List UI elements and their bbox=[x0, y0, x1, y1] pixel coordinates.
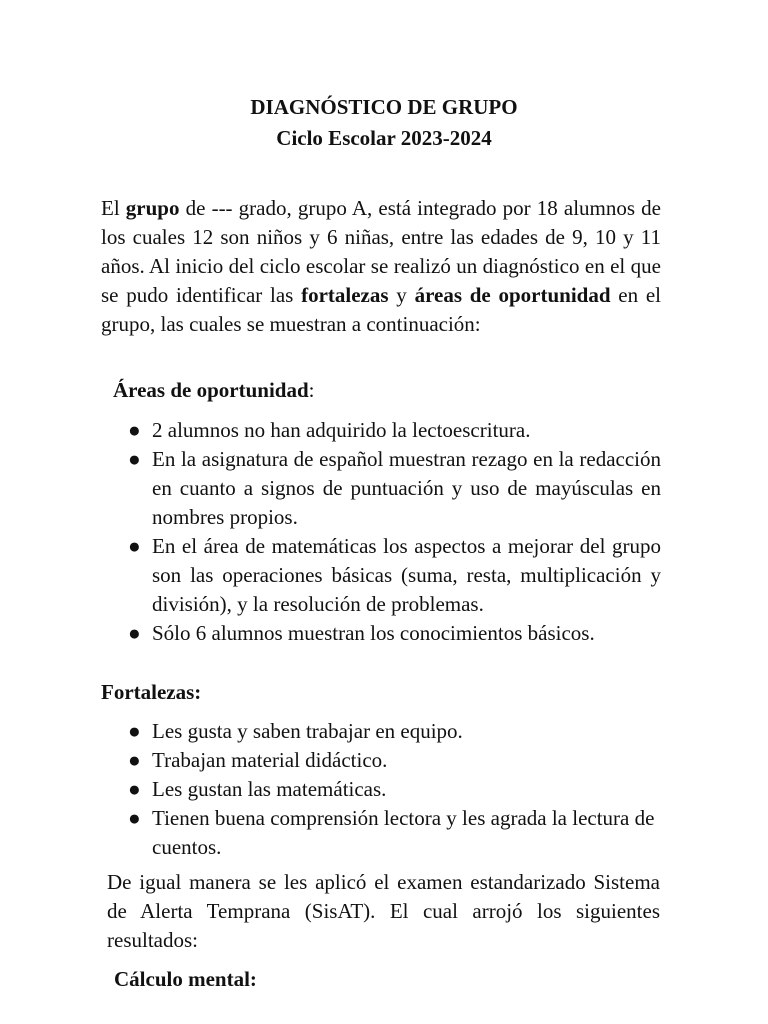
list-item bbox=[0, 717, 666, 746]
calculo-mental-heading: Cálculo mental: bbox=[114, 967, 257, 991]
areas-list bbox=[0, 416, 661, 648]
fortalezas-heading: Fortalezas: bbox=[101, 680, 202, 704]
list-item-text: Trabajan material didáctico. bbox=[152, 748, 388, 772]
bullet-icon: ● bbox=[128, 748, 141, 772]
bullet-icon: ● bbox=[128, 806, 141, 830]
intro-bold-areas: áreas de oportunidad bbox=[414, 283, 611, 307]
list-item-text: Tienen buena comprensión lectora y les agrada la lectura de cuentos. bbox=[152, 806, 655, 859]
bullet-icon: ● bbox=[128, 719, 141, 743]
list-item bbox=[0, 619, 661, 648]
list-item-text: 2 alumnos no han adquirido la lectoescritura. bbox=[152, 418, 531, 442]
bullet-icon: ● bbox=[128, 447, 141, 471]
intro-text-4: en el grupo, las cuales se muestran a continuación: bbox=[101, 283, 662, 336]
areas-heading-colon: : bbox=[308, 378, 315, 402]
bullet-icon: ● bbox=[128, 621, 141, 645]
list-item bbox=[0, 532, 661, 619]
intro-text-1: El bbox=[101, 196, 126, 220]
intro-text-2: de --- grado, grupo A, está integrado por 18 alumnos de los cuales 12 son niños y 6 niñas, entre las edades de 9, 10 y 11 años. Al inicio del ciclo escolar se realizó un diagnóstico en el que se pudo identificar las bbox=[101, 196, 661, 307]
intro-bold-grupo: grupo bbox=[125, 196, 180, 220]
document-subtitle: Ciclo Escolar 2023-2024 bbox=[276, 126, 492, 150]
areas-heading-label: Áreas de oportunidad bbox=[113, 378, 309, 402]
list-item-text: Sólo 6 alumnos muestran los conocimientos básicos. bbox=[152, 621, 595, 645]
intro-text-3: y bbox=[388, 283, 415, 307]
intro-bold-fortalezas: fortalezas bbox=[301, 283, 389, 307]
sisat-paragraph: De igual manera se les aplicó el examen estandarizado Sistema de Alerta Temprana (SisAT). El cual arrojó los siguientes resultados: bbox=[107, 870, 660, 952]
list-item bbox=[0, 445, 661, 532]
list-item-text: Les gusta y saben trabajar en equipo. bbox=[152, 719, 463, 743]
fortalezas-list bbox=[0, 717, 666, 862]
list-item-text: Les gustan las matemáticas. bbox=[152, 777, 387, 801]
bullet-icon: ● bbox=[128, 777, 141, 801]
list-item-text: En la asignatura de español muestran rezago en la redacción en cuanto a signos de puntuación y uso de mayúsculas en nombres propios. bbox=[152, 447, 661, 529]
areas-heading bbox=[113, 376, 315, 405]
list-item bbox=[0, 746, 666, 775]
bullet-icon: ● bbox=[128, 418, 141, 442]
list-item bbox=[0, 775, 666, 804]
intro-paragraph bbox=[101, 194, 661, 339]
bullet-icon: ● bbox=[128, 534, 141, 558]
list-item-text: En el área de matemáticas los aspectos a mejorar del grupo son las operaciones básicas (suma, resta, multiplicación y división), y la resolución de problemas. bbox=[152, 534, 661, 616]
list-item bbox=[0, 804, 666, 862]
document-title: DIAGNÓSTICO DE GRUPO bbox=[250, 95, 518, 119]
title-block bbox=[0, 92, 768, 154]
list-item bbox=[0, 416, 661, 445]
